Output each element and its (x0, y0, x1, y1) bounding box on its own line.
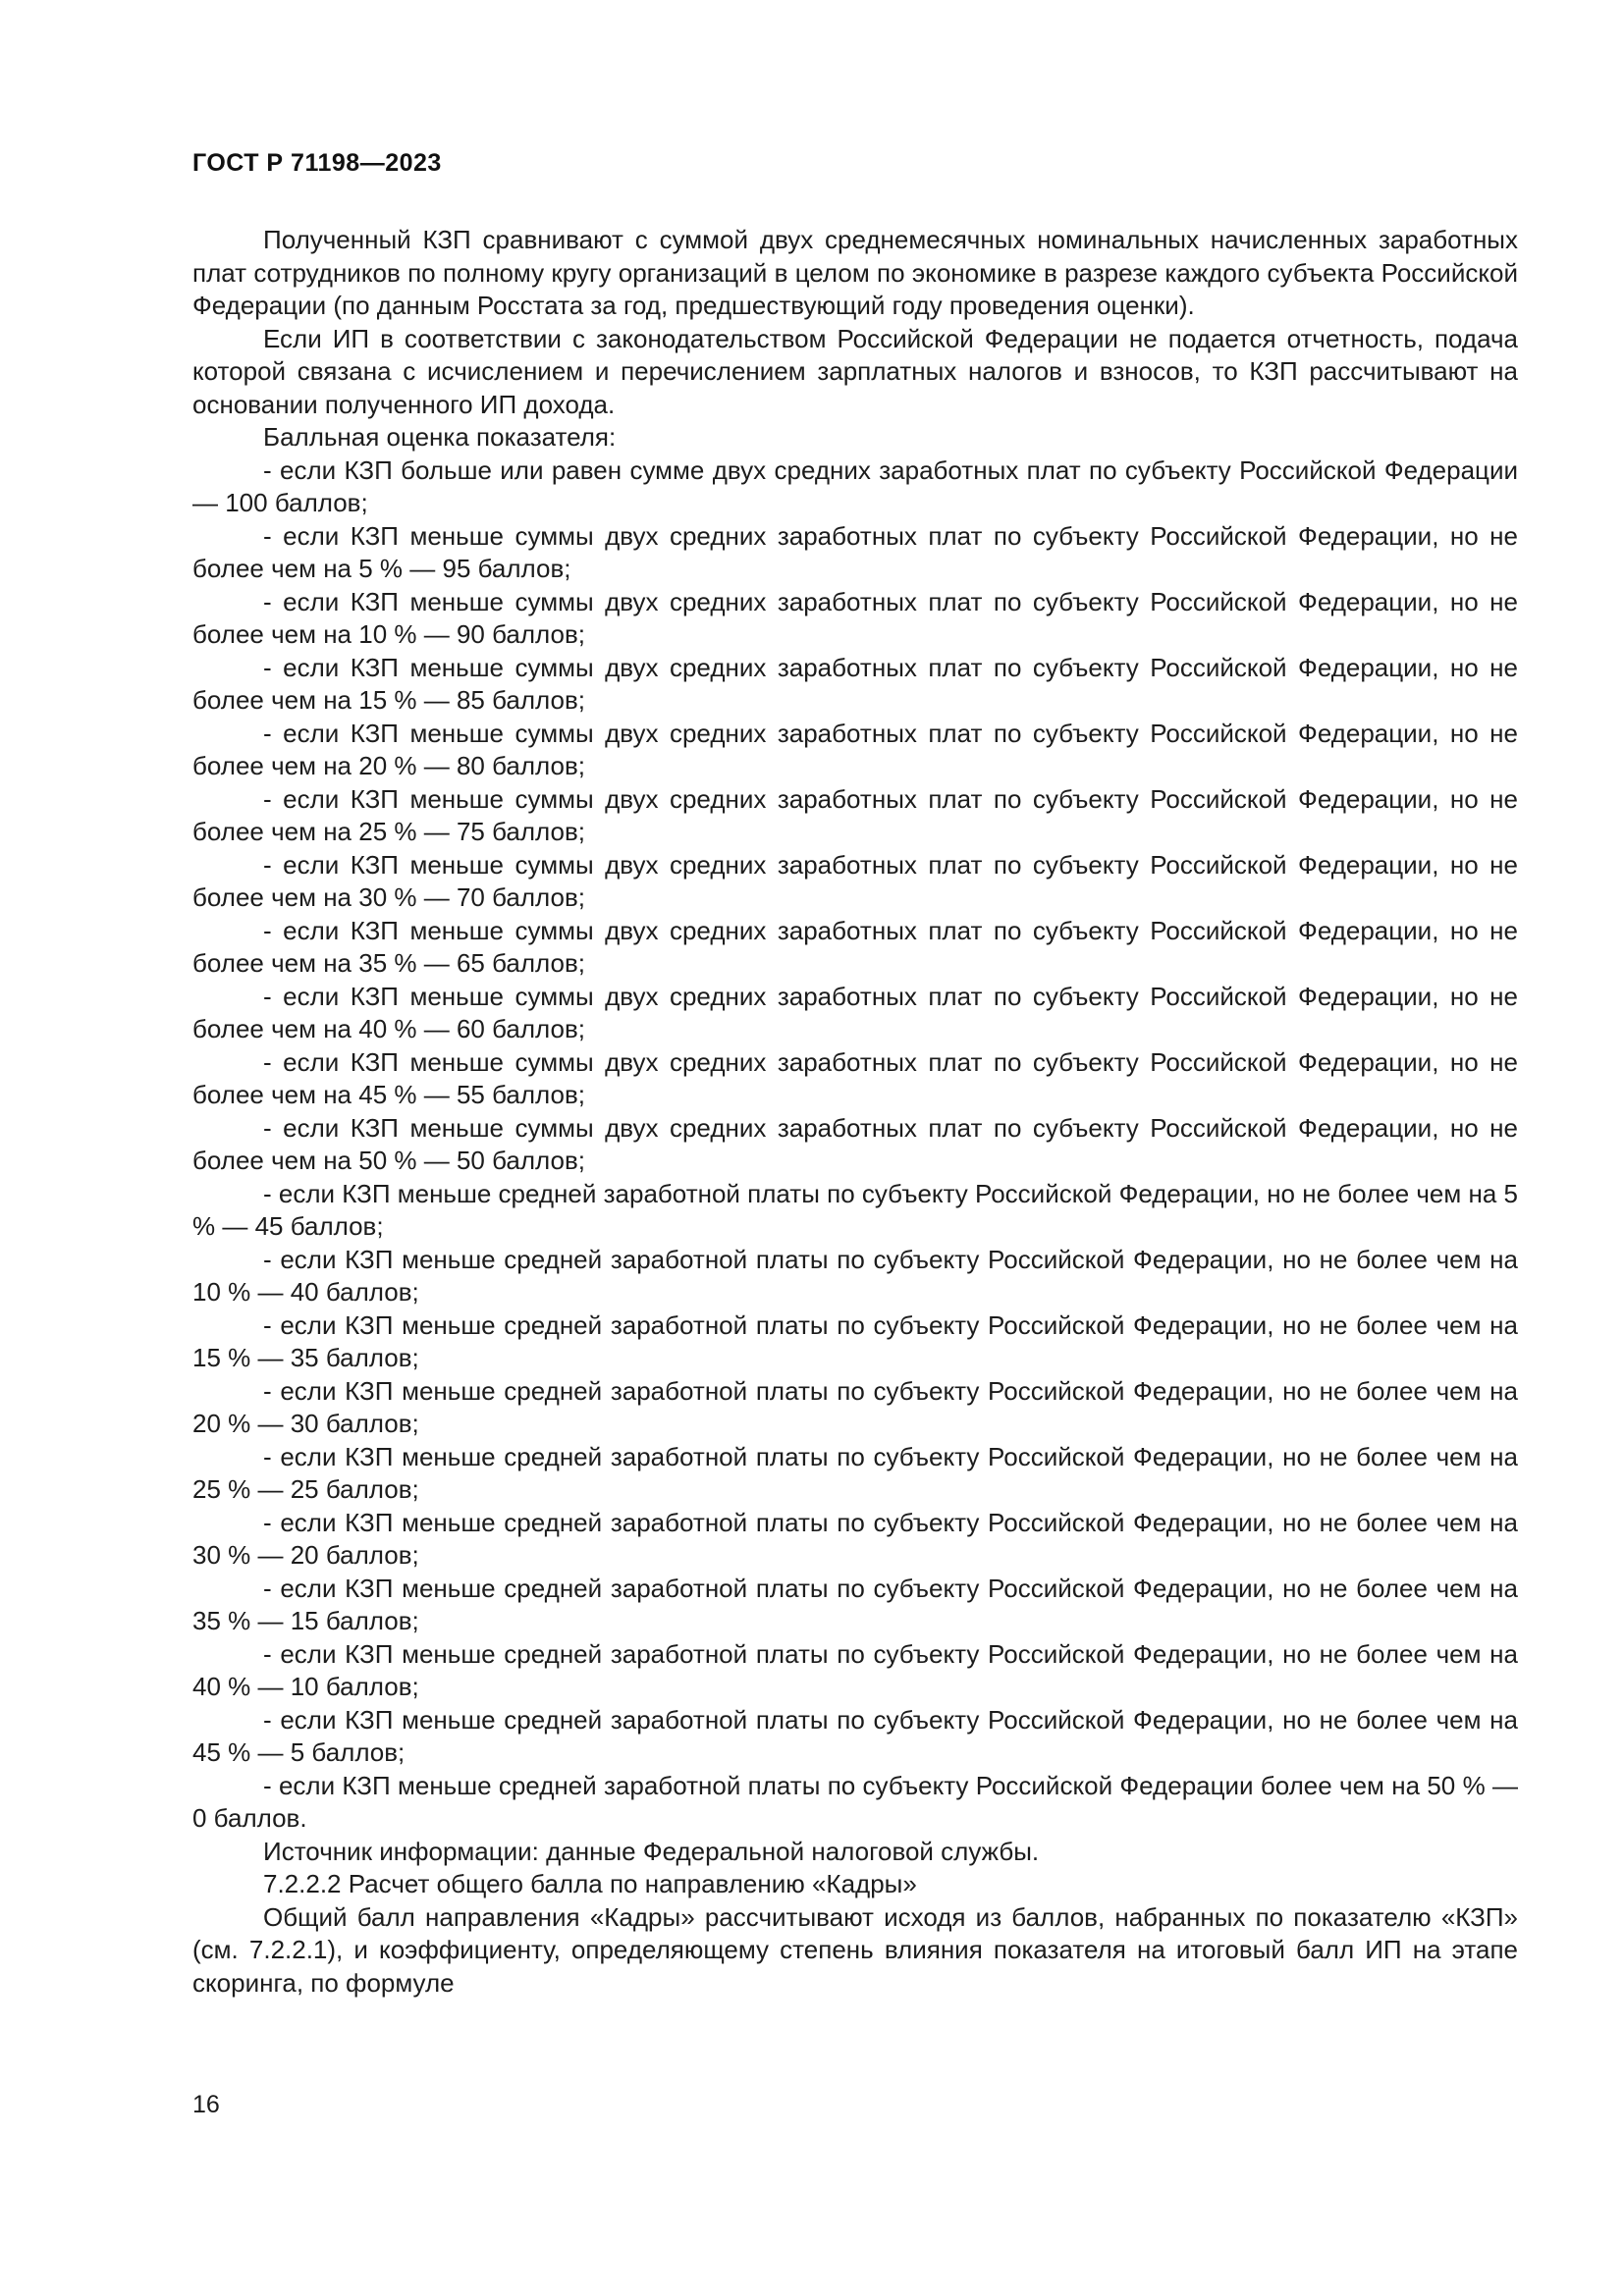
list-item: - если КЗП меньше суммы двух средних заработных плат по субъекту Российской Федерации, но не более чем на 35 % — 65 баллов; (192, 915, 1518, 978)
list-item: - если КЗП меньше суммы двух средних заработных плат по субъекту Российской Федерации, но не более чем на 10 % — 90 баллов; (192, 586, 1518, 649)
section-heading: 7.2.2.2 Расчет общего балла по направлению «Кадры» (263, 1869, 917, 1898)
list-item: - если КЗП меньше средней заработной платы по субъекту Российской Федерации, но не более чем на 25 % — 25 баллов; (192, 1441, 1518, 1504)
list-item: - если КЗП меньше средней заработной платы по субъекту Российской Федерации более чем на 50 % — 0 баллов. (192, 1770, 1518, 1833)
standard-code-header: ГОСТ Р 71198—2023 (192, 149, 442, 177)
list-item: - если КЗП меньше средней заработной платы по субъекту Российской Федерации, но не более чем на 5 % — 45 баллов; (192, 1178, 1518, 1241)
list-item: - если КЗП меньше средней заработной платы по субъекту Российской Федерации, но не более чем на 35 % — 15 баллов; (192, 1573, 1518, 1635)
list-item: - если КЗП меньше суммы двух средних заработных плат по субъекту Российской Федерации, но не более чем на 45 % — 55 баллов; (192, 1046, 1518, 1109)
list-item: - если КЗП меньше суммы двух средних заработных плат по субъекту Российской Федерации, но не более чем на 5 % — 95 баллов; (192, 520, 1518, 583)
list-item: - если КЗП меньше средней заработной платы по субъекту Российской Федерации, но не более чем на 45 % — 5 баллов; (192, 1704, 1518, 1767)
list-item: - если КЗП меньше средней заработной платы по субъекту Российской Федерации, но не более чем на 30 % — 20 баллов; (192, 1507, 1518, 1570)
paragraph: Общий балл направления «Кадры» рассчитывают исходя из баллов, набранных по показателю «КЗП» (см. 7.2.2.1), и коэффициенту, определяющему степень влияния показателя на итоговый балл ИП на этапе скоринга, по формуле (192, 1901, 1518, 1998)
list-item: - если КЗП больше или равен сумме двух средних заработных плат по субъекту Российской Федерации — 100 баллов; (192, 454, 1518, 517)
page-number: 16 (192, 2091, 220, 2118)
paragraph: Полученный КЗП сравнивают с суммой двух среднемесячных номинальных начисленных заработных плат сотрудников по полному кругу организаций в целом по экономике в разрезе каждого субъекта Российской Федерации (по данным Росстата за год, предшествующий году проведения оценки). (192, 225, 1518, 320)
list-item: - если КЗП меньше суммы двух средних заработных плат по субъекту Российской Федерации, но не более чем на 20 % — 80 баллов; (192, 718, 1518, 780)
paragraph: Балльная оценка показателя: (263, 422, 617, 452)
list-item: - если КЗП меньше суммы двух средних заработных плат по субъекту Российской Федерации, но не более чем на 15 % — 85 баллов; (192, 652, 1518, 715)
document-body (192, 224, 1518, 2000)
paragraph: Источник информации: данные Федеральной налоговой службы. (263, 1836, 1040, 1866)
list-item: - если КЗП меньше средней заработной платы по субъекту Российской Федерации, но не более чем на 20 % — 30 баллов; (192, 1375, 1518, 1438)
list-item: - если КЗП меньше суммы двух средних заработных плат по субъекту Российской Федерации, но не более чем на 25 % — 75 баллов; (192, 783, 1518, 846)
list-item: - если КЗП меньше суммы двух средних заработных плат по субъекту Российской Федерации, но не более чем на 30 % — 70 баллов; (192, 849, 1518, 912)
paragraph: Если ИП в соответствии с законодательством Российской Федерации не подается отчетность, подача которой связана с исчислением и перечислением зарплатных налогов и взносов, то КЗП рассчитывают на основании полученного ИП дохода. (192, 323, 1518, 419)
list-item: - если КЗП меньше средней заработной платы по субъекту Российской Федерации, но не более чем на 40 % — 10 баллов; (192, 1638, 1518, 1701)
list-item: - если КЗП меньше суммы двух средних заработных плат по субъекту Российской Федерации, но не более чем на 50 % — 50 баллов; (192, 1112, 1518, 1175)
list-item: - если КЗП меньше суммы двух средних заработных плат по субъекту Российской Федерации, но не более чем на 40 % — 60 баллов; (192, 981, 1518, 1043)
list-item: - если КЗП меньше средней заработной платы по субъекту Российской Федерации, но не более чем на 10 % — 40 баллов; (192, 1244, 1518, 1307)
list-item: - если КЗП меньше средней заработной платы по субъекту Российской Федерации, но не более чем на 15 % — 35 баллов; (192, 1309, 1518, 1372)
